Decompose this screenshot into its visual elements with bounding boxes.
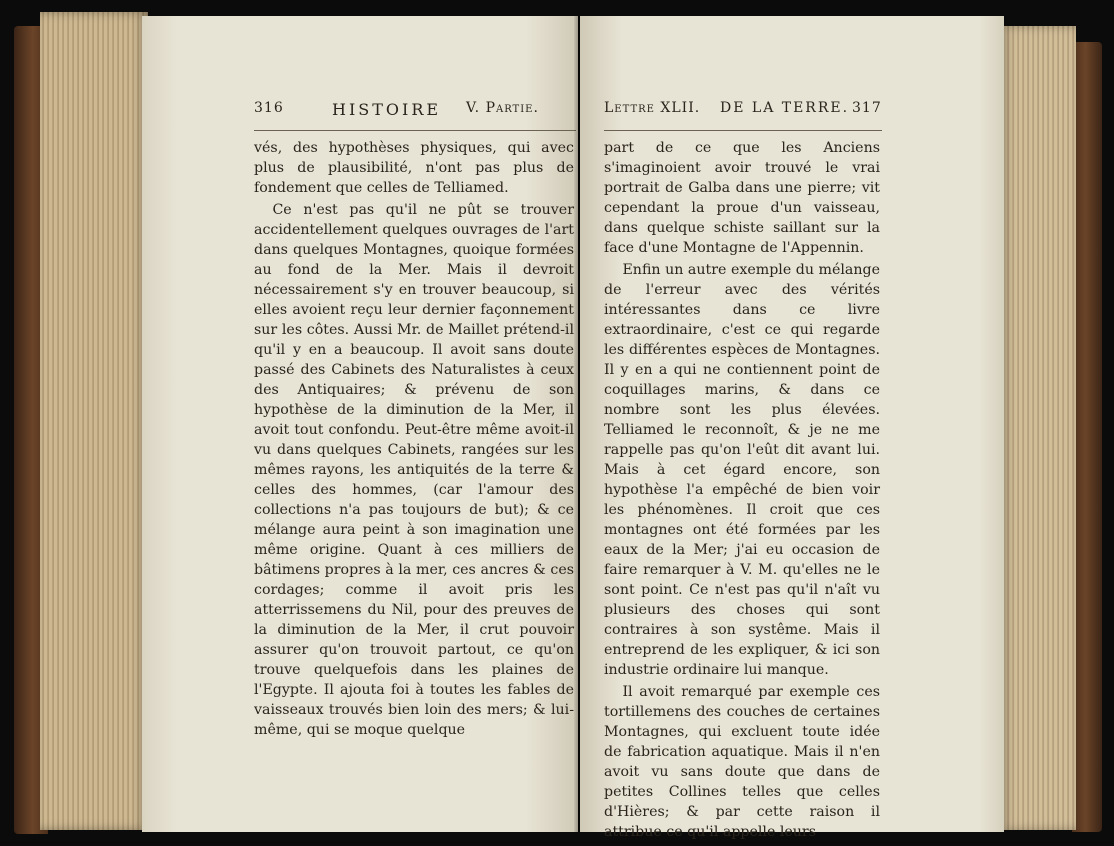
right-page-number: 317 bbox=[852, 100, 882, 116]
left-paragraph: vés, des hypothèses physiques, qui avec plus de plausibilité, n'ont pas plus de fondement que celles de Telliamed. bbox=[254, 140, 574, 196]
left-paragraph: Ce n'est pas qu'il ne pût se trouver accidentellement quelques ouvrages de l'art dans quelques Montagnes, quoique formées au fond de la Mer. Mais il devroit nécessairement s'y en trouver beaucoup, si elles avoient reçu leur dernier façonnement sur les côtes. Aussi Mr. de Maillet prétend-il qu'il y en a beaucoup. Il avoit sans doute passé des Cabinets des Naturalistes à ceux des Antiquaires; & prévenu de son hypothèse de la diminution de la Mer, il avoit tout confondu. Peut-être même avoit-il vu dans quelques Cabinets, rangées sur les mêmes rayons, les antiquités de la terre & celles des hommes, (car l'amour des collections n'a pas toujours de but); & ce mélange aura peint à son imagination une même origine. Quant à ces milliers de bâtimens propres à la mer, ces ancres & ces cordages; comme il avoit pris les atterrissemens du Nil, pour des preuves de la diminution de la Mer, il crut pouvoir assurer qu'on trouvoit partout, ce qu'on trouve quelquefois dans les plaines de l'Egypte. Il ajouta foi à toutes les fables de vaisseaux trouvés bien loin des mers; & lui-même, qui se moque quelque bbox=[254, 202, 574, 738]
left-page-number: 316 bbox=[254, 100, 284, 116]
left-text-block bbox=[254, 138, 574, 740]
page-edges-right bbox=[1000, 26, 1076, 830]
left-section-label: V. Partie. bbox=[466, 100, 539, 116]
left-page-title: HISTOIRE bbox=[332, 100, 442, 119]
right-page bbox=[580, 16, 1004, 840]
right-text-block bbox=[604, 138, 880, 842]
right-paragraph: Il avoit remarqué par exemple ces tortillemens des couches de certaines Montagnes, qui excluent toute idée de fabrication aquatique. Mais il n'en avoit vu sans doute que dans de petites Collines telles que celles d'Hières; & par cette raison il attribue ce qu'il appelle leurs bbox=[604, 684, 880, 840]
right-paragraph: Enfin un autre exemple du mélange de l'erreur avec des vérités intéressantes dans ce livre extraordinaire, c'est ce qui regarde les différentes espèces de Montagnes. Il y en a qui ne contiennent point de coquillages marins, & dans ce nombre sont les plus élevées. Telliamed le reconnoît, & je ne me rappelle pas qu'on l'eût dit avant lui. Mais à cet égard encore, son hypothèse l'a empêché de bien voir les phénomènes. Il croit que ces montagnes ont été formées par les eaux de la Mer; j'ai eu occasion de faire remarquer à V. M. qu'elles ne le sont point. Ce n'est pas qu'il n'aît vu plusieurs des choses qui sont contraires à son systême. Mais il entreprend de les expliquer, & ici son industrie ordinaire lui manque. bbox=[604, 262, 880, 678]
right-header-rule bbox=[604, 130, 882, 131]
right-paragraph: part de ce que les Anciens s'imaginoient avoir trouvé le vrai portrait de Galba dans une pierre; vit cependant la proue d'un vaisseau, dans quelque schiste saillant sur la face d'une Montagne de l'Appennin. bbox=[604, 140, 880, 256]
left-page bbox=[142, 16, 578, 832]
left-header-rule bbox=[254, 130, 576, 131]
open-book bbox=[14, 12, 1102, 840]
right-letter-label: Lettre XLII. bbox=[604, 100, 701, 116]
page-edges-left bbox=[40, 12, 148, 830]
book-cover-right bbox=[1072, 42, 1102, 832]
right-page-title: DE LA TERRE. bbox=[720, 100, 850, 116]
